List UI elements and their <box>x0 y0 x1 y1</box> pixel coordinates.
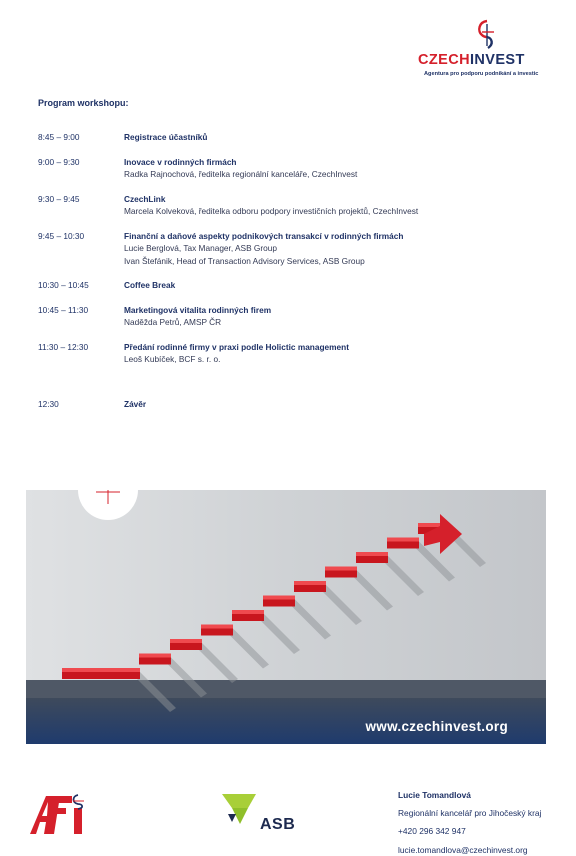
step-front <box>232 614 264 621</box>
logo-word-czech: CZECH <box>418 52 470 68</box>
banner-url: www.czechinvest.org <box>365 719 508 734</box>
logo-tagline: Agentura pro podporu podnikání a investic <box>424 71 539 77</box>
agenda-speaker: Naděžda Petrů, AMSP ČR <box>124 317 222 327</box>
step-front <box>263 600 295 607</box>
agenda-body <box>124 279 558 292</box>
agenda-row <box>38 304 558 329</box>
agenda-title: Finanční a daňové aspekty podnikových transakcí v rodinných firmách <box>124 230 404 241</box>
asb-label: ASB <box>260 816 296 833</box>
step-top <box>387 538 419 542</box>
step-top <box>356 552 388 556</box>
step-top <box>139 654 171 658</box>
agenda-time: 9:00 – 9:30 <box>38 156 80 167</box>
agenda-time: 9:30 – 9:45 <box>38 193 80 204</box>
contact-office: Regionální kancelář pro Jihočeský kraj <box>398 808 542 819</box>
agenda-time: 10:30 – 10:45 <box>38 280 89 290</box>
agenda-body <box>124 304 558 329</box>
agenda-title: Inovace v rodinných firmách <box>124 156 237 167</box>
agenda-row <box>38 193 558 218</box>
logo-word-invest: INVEST <box>469 52 525 68</box>
step-front <box>356 556 388 563</box>
agenda-time: 9:45 – 10:30 <box>38 230 85 241</box>
agenda-title: CzechLink <box>124 193 166 204</box>
agenda-row <box>38 230 558 268</box>
asb-logo <box>218 790 318 840</box>
agenda-row <box>38 131 558 144</box>
agenda-list <box>38 131 558 410</box>
step-top <box>170 639 202 643</box>
step-top <box>62 668 140 672</box>
czechinvest-mark-icon <box>472 18 500 50</box>
agenda-title: Marketingová vitalita rodinných firem <box>124 304 272 315</box>
agenda-time: 12:30 <box>38 398 59 409</box>
agenda-time: 10:45 – 11:30 <box>38 304 89 315</box>
agenda-time: 11:30 – 12:30 <box>38 341 89 352</box>
step-front <box>294 585 326 592</box>
agenda-body <box>124 230 558 268</box>
afi-logo-icon <box>28 792 94 836</box>
agenda-speaker: Ivan Štefánik, Head of Transaction Advisory Services, ASB Group <box>124 255 365 266</box>
step-front <box>62 672 140 679</box>
logo-wordmark <box>418 52 525 68</box>
step-top <box>232 610 264 614</box>
contact-name: Lucie Tomandlová <box>398 790 471 800</box>
agenda-title: Závěr <box>124 398 147 409</box>
contact-email[interactable]: lucie.tomandlova@czechinvest.org <box>398 844 528 855</box>
step-top <box>325 567 357 571</box>
banner-image <box>26 490 546 744</box>
agenda-row <box>38 279 558 292</box>
step-front <box>201 629 233 636</box>
agenda-row <box>38 341 558 366</box>
step-top <box>201 625 233 629</box>
step-top <box>263 596 295 600</box>
agenda-time: 8:45 – 9:00 <box>38 132 80 142</box>
agenda-speaker: Radka Rajnochová, ředitelka regionální kanceláře, CzechInvest <box>124 169 358 179</box>
asb-mark-icon <box>218 790 258 834</box>
czechinvest-logo <box>412 16 562 86</box>
agenda-speaker: Leoš Kubíček, BCF s. r. o. <box>124 354 221 364</box>
step-front <box>139 658 171 665</box>
agenda-body <box>124 193 558 218</box>
agenda-body <box>124 341 558 366</box>
agenda-body <box>124 131 558 144</box>
step-front <box>387 542 419 549</box>
contact-block <box>398 786 541 856</box>
program-heading: Program workshopu: <box>38 98 129 108</box>
agenda-speaker: Marcela Kolveková, ředitelka odboru podpory investičních projektů, CzechInvest <box>124 206 419 216</box>
stairs-illustration <box>26 490 546 744</box>
agenda-row <box>38 156 558 181</box>
agenda-speaker: Lucie Berglová, Tax Manager, ASB Group <box>124 243 277 253</box>
step-top <box>294 581 326 585</box>
step-front <box>325 571 357 578</box>
agenda-title: Předání rodinné firmy v praxi podle Holictic management <box>124 341 349 352</box>
agenda-title: Coffee Break <box>124 280 176 290</box>
agenda-row <box>38 398 558 411</box>
step-front <box>170 643 202 650</box>
agenda-body <box>124 398 558 411</box>
contact-phone: +420 296 342 947 <box>398 826 466 837</box>
agenda-title: Registrace účastníků <box>124 132 208 142</box>
agenda-body <box>124 156 558 181</box>
